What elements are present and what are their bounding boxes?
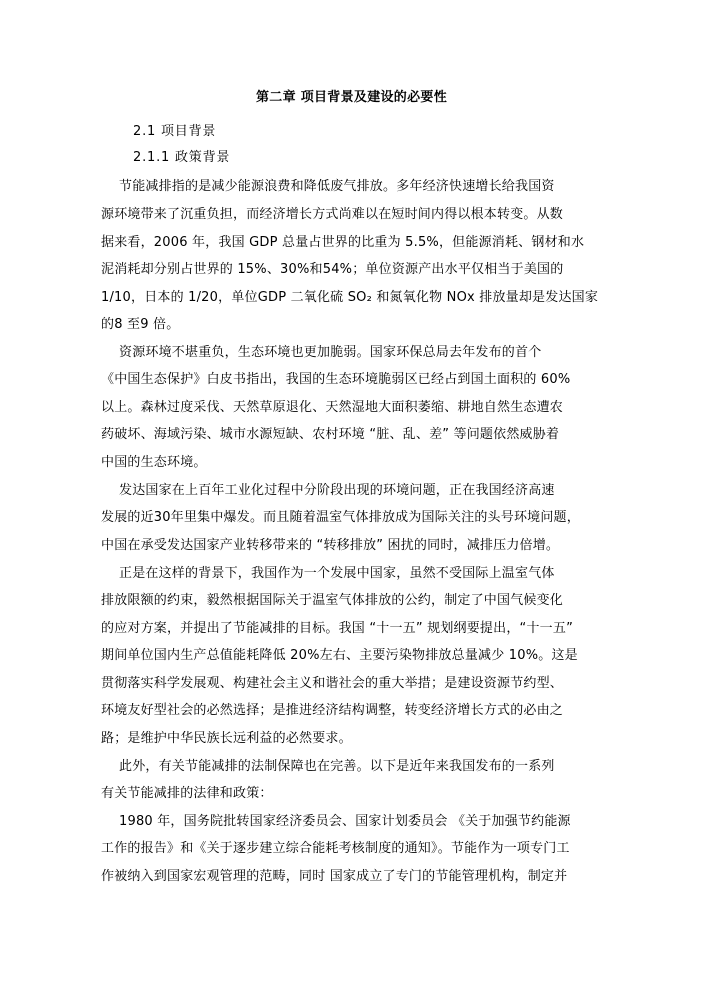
paragraph-line: 资源环境不堪重负，生态环境也更加脆弱。国家环保总局去年发布的首个: [119, 345, 542, 360]
paragraph-line: 的应对方案，并提出了节能减排的目标。我国 “十一五” 规划纲要提出，“十一五”: [101, 621, 574, 636]
paragraph-line: 中国的生态环境。: [101, 455, 207, 470]
paragraph-line: 泥消耗却分别占世界的 15%、30%和54%；单位资源产出水平仅相当于美国的: [101, 262, 564, 277]
paragraph-line: 发展的近30年里集中爆发。而且随着温室气体排放成为国际关注的头号环境问题，: [101, 510, 580, 525]
paragraph-line: 1980 年，国务院批转国家经济委员会、国家计划委员会 《关于加强节约能源: [119, 814, 571, 829]
paragraph-line: 1/10，日本的 1/20，单位GDP 二氧化硫 SO₂ 和氮氧化物 NOx 排放量却是发达国家: [101, 290, 599, 305]
paragraph-line: 作被纳入到国家宏观管理的范畴，同时 国家成立了专门的节能管理机构，制定并: [101, 869, 568, 884]
paragraph-line: 环境友好型社会的必然选择；是推进经济结构调整，转变经济增长方式的必由之: [101, 703, 564, 718]
paragraph-line: 据来看，2006 年，我国 GDP 总量占世界的比重为 5.5%，但能源消耗、钢材和水: [101, 235, 585, 250]
paragraph-line: 中国在承受发达国家产业转移带来的 “转移排放” 困扰的同时，减排压力倍增。: [101, 538, 560, 553]
chapter-title: 第二章 项目背景及建设的必要性: [255, 90, 448, 105]
paragraph-line: 路；是维护中华民族长远利益的必然要求。: [101, 731, 352, 746]
paragraph-line: 有关节能减排的法律和政策：: [101, 786, 273, 801]
paragraph-line: 以上。森林过度采伐、天然草原退化、天然湿地大面积萎缩、耕地自然生态遭农: [101, 400, 564, 415]
paragraph-line: 节能减排指的是减少能源浪费和降低废气排放。多年经济快速增长给我国资: [119, 179, 555, 194]
paragraph-line: 源环境带来了沉重负担，而经济增长方式尚难以在短时间内得以根本转变。从数: [101, 207, 564, 222]
paragraph-line: 的8 至9 倍。: [101, 317, 180, 332]
paragraph-line: 期间单位国内生产总值能耗降低 20%左右、主要污染物排放总量减少 10%。这是: [101, 648, 578, 663]
paragraph-line: 药破坏、海域污染、城市水源短缺、农村环境 “脏、乱、差” 等问题依然威胁着: [101, 427, 560, 442]
paragraph-line: 贯彻落实科学发展观、构建社会主义和谐社会的重大举措；是建设资源节约型、: [101, 676, 564, 691]
paragraph-line: 排放限额的约束，毅然根据国际关于温室气体排放的公约，制定了中国气候变化: [101, 593, 564, 608]
paragraph-line: 《中国生态保护》白皮书指出，我国的生态环境脆弱区已经占到国土面积的 60%: [101, 372, 571, 387]
paragraph-line: 此外，有关节能减排的法制保障也在完善。以下是近年来我国发布的一系列: [119, 759, 555, 774]
paragraph-line: 发达国家在上百年工业化过程中分阶段出现的环境问题，正在我国经济高速: [119, 483, 555, 498]
paragraph-line: 工作的报告》和《关于逐步建立综合能耗考核制度的通知》。节能作为一项专门工: [101, 841, 570, 856]
section-heading: 2.1 项目背景: [133, 124, 217, 139]
subsection-heading: 2.1.1 政策背景: [133, 150, 231, 165]
paragraph-line: 正是在这样的背景下，我国作为一个发展中国家，虽然不受国际上温室气体: [119, 566, 555, 581]
